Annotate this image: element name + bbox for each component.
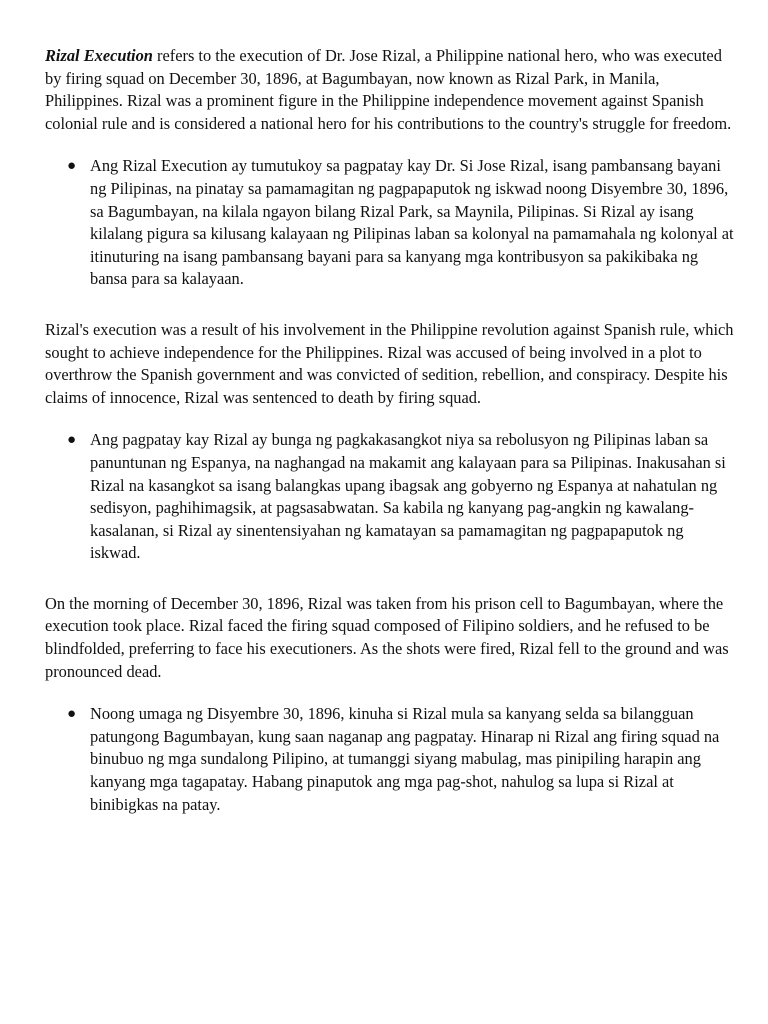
tagalog-text: Noong umaga ng Disyembre 30, 1896, kinuha si Rizal mula sa kanyang selda sa bilangguan patungong Bagumbayan, kung saan naganap ang pagpatay. Hinarap ni Rizal ang firing squad na binubuo ng mga sundalong Pilipino, at tumanggi siyang mabulag, mas pinipiling harapin ang kanyang mga tagapatay. Habang pinaputok ang mga pag-shot, nahulog sa lupa si Rizal at binibigkas na patay. (90, 704, 720, 814)
bullet-list (45, 703, 738, 816)
section-3 (45, 593, 738, 816)
english-paragraph (45, 45, 738, 135)
list-item (45, 429, 738, 565)
term-heading: Rizal Execution (45, 46, 153, 65)
bullet-list (45, 429, 738, 565)
tagalog-text: Ang pagpatay kay Rizal ay bunga ng pagkakasangkot niya sa rebolusyon ng Pilipinas laban sa panuntunan ng Espanya, na naghangad na makamit ang kalayaan para sa Pilipinas. Inakusahan si Rizal na kasangkot sa isang balangkas upang ibagsak ang gobyerno ng Espanya at nahatulan ng sedisyon, paghihimagsik, at pagsasabwatan. Sa kabila ng kanyang pag-angkin ng kawalang-kasalanan, si Rizal ay sinentensiyahan ng kamatayan sa pamamagitan ng pagpapaputok ng iskwad. (90, 430, 726, 563)
english-text: refers to the execution of Dr. Jose Rizal, a Philippine national hero, who was executed by firing squad on December 30, 1896, at Bagumbayan, now known as Rizal Park, in Manila, Philippines. Rizal was a prominent figure in the Philippine independence movement against Spanish colonial rule and is considered a national hero for his contributions to the country's struggle for freedom. (45, 46, 732, 133)
section-2 (45, 319, 738, 565)
bullet-list (45, 155, 738, 291)
list-item (45, 703, 738, 816)
english-paragraph: Rizal's execution was a result of his involvement in the Philippine revolution against Spanish rule, which sought to achieve independence for the Philippines. Rizal was accused of being involved in a plot to overthrow the Spanish government and was convicted of sedition, rebellion, and conspiracy. Despite his claims of innocence, Rizal was sentenced to death by firing squad. (45, 319, 734, 407)
english-paragraph: On the morning of December 30, 1896, Rizal was taken from his prison cell to Bagumbayan, where the execution took place. Rizal faced the firing squad composed of Filipino soldiers, and he refused to be blindfolded, preferring to face his executioners. As the shots were fired, Rizal fell to the ground and was pronounced dead. (45, 593, 729, 681)
bullet-icon: ● (67, 432, 77, 449)
section-1 (45, 45, 738, 291)
list-item (45, 155, 738, 291)
bullet-icon: ● (67, 706, 77, 723)
bullet-icon: ● (67, 158, 77, 175)
tagalog-text: Ang Rizal Execution ay tumutukoy sa pagpatay kay Dr. Si Jose Rizal, isang pambansang bayani ng Pilipinas, na pinatay sa pamamagitan ng pagpapaputok ng iskwad noong Disyembre 30, 1896, sa Bagumbayan, na kilala ngayon bilang Rizal Park, sa Maynila, Pilipinas. Si Rizal ay isang kilalang pigura sa kilusang kalayaan ng Pilipinas laban sa kolonyal na pamamahala ng kolonyal at itinuturing na isang pambansang bayani para sa kanyang mga kontribusyon sa pakikibaka ng bansa para sa kalayaan. (90, 156, 734, 289)
